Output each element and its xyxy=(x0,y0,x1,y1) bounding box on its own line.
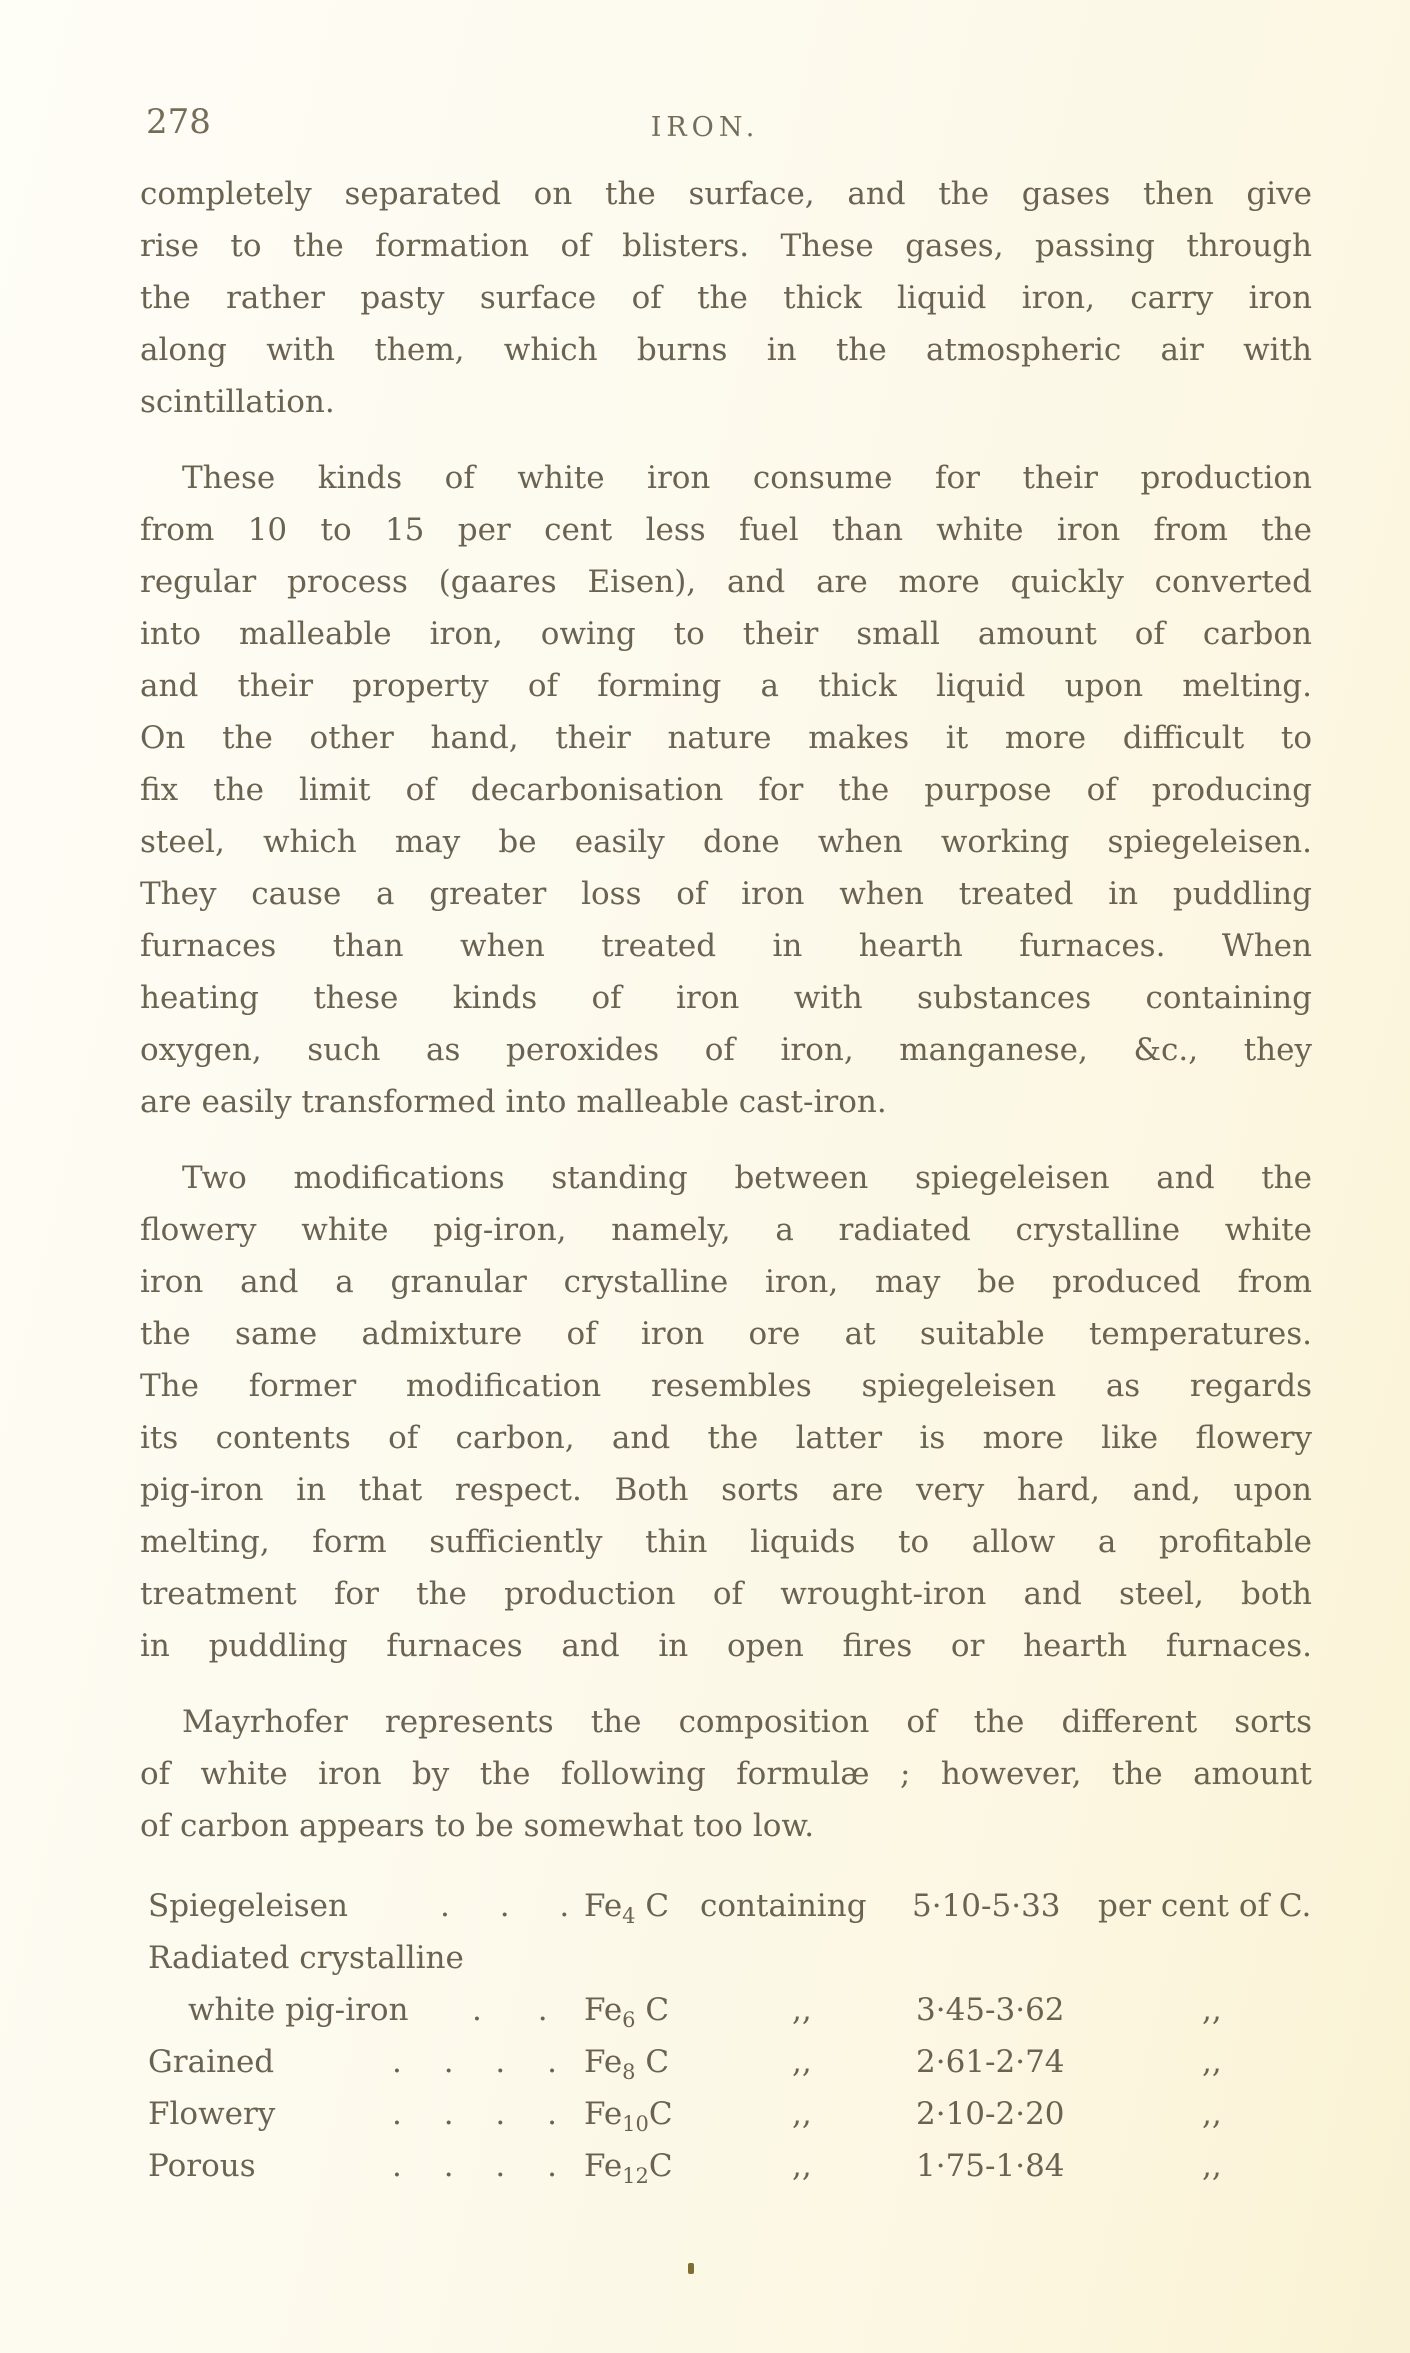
ditto-mark: ,, xyxy=(792,2044,812,2080)
row-label: white pig-iron xyxy=(188,1992,409,2028)
page-number: 278 xyxy=(146,102,211,142)
formula-base: Fe xyxy=(584,1888,623,1924)
text-line: iron and a granular crystalline iron, may be produced from xyxy=(140,1264,1312,1300)
text-line: in puddling furnaces and in open fires or hearth furnaces. xyxy=(140,1628,1312,1664)
text-line: The former modification resembles spiegeleisen as regards xyxy=(140,1368,1312,1404)
text-line: Two modifications standing between spiegeleisen and the xyxy=(182,1160,1312,1196)
text-line: scintillation. xyxy=(140,384,335,420)
table-row-grained xyxy=(140,2036,1340,2088)
formula-after: C xyxy=(635,1992,670,2028)
formula-base: Fe xyxy=(584,2044,623,2080)
text-line: oxygen, such as peroxides of iron, manganese, &c., they xyxy=(140,1032,1312,1068)
text-line: completely separated on the surface, and the gases then give xyxy=(140,176,1312,212)
leader-dots: . . xyxy=(472,1992,548,2028)
text-line: the rather pasty surface of the thick liquid iron, carry iron xyxy=(140,280,1312,316)
text-line: furnaces than when treated in hearth furnaces. When xyxy=(140,928,1312,964)
ditto-mark: ,, xyxy=(1202,2096,1222,2132)
carbon-range: 1·75-1·84 xyxy=(916,2148,1065,2184)
text-line: from 10 to 15 per cent less fuel than white iron from the xyxy=(140,512,1312,548)
text-line: steel, which may be easily done when working spiegeleisen. xyxy=(140,824,1312,860)
formula-after: C xyxy=(635,2044,670,2080)
paragraph-3 xyxy=(140,1152,1312,1672)
carbon-range: 5·10-5·33 xyxy=(912,1888,1061,1924)
carbon-range: 2·10-2·20 xyxy=(916,2096,1065,2132)
paragraph-2 xyxy=(140,452,1312,1128)
text-line: treatment for the production of wrought-iron and steel, both xyxy=(140,1576,1312,1612)
row-label: Grained xyxy=(148,2044,275,2080)
text-line: and their property of forming a thick liquid upon melting. xyxy=(140,668,1312,704)
leader-dots: . . . . xyxy=(392,2096,557,2132)
chemical-formula xyxy=(584,1984,669,2036)
formula-base: Fe xyxy=(584,1992,623,2028)
table-row-spiegeleisen xyxy=(140,1880,1340,1932)
table-row-porous xyxy=(140,2140,1340,2192)
text-line: are easily transformed into malleable cast-iron. xyxy=(140,1084,887,1120)
composition-table xyxy=(140,1880,1340,2192)
table-row-white-pig-iron xyxy=(140,1984,1340,2036)
ditto-mark: ,, xyxy=(1202,1992,1222,2028)
formula-subscript: 4 xyxy=(622,1904,636,1928)
ditto-mark: ,, xyxy=(792,1992,812,2028)
ditto-mark: ,, xyxy=(1202,2148,1222,2184)
text-line: flowery white pig-iron, namely, a radiated crystalline white xyxy=(140,1212,1312,1248)
body-text xyxy=(140,168,1312,1852)
chemical-formula xyxy=(584,1880,669,1932)
text-line: into malleable iron, owing to their small amount of carbon xyxy=(140,616,1312,652)
leader-dots: . . . . xyxy=(392,2148,557,2184)
formula-after: C xyxy=(648,2096,673,2132)
table-row-flowery xyxy=(140,2088,1340,2140)
leader-dots: . . . xyxy=(440,1888,570,1924)
formula-subscript: 12 xyxy=(622,2164,649,2188)
formula-subscript: 8 xyxy=(622,2060,636,2084)
chemical-formula xyxy=(584,2036,669,2088)
formula-after: C xyxy=(635,1888,670,1924)
ditto-mark: ,, xyxy=(1202,2044,1222,2080)
carbon-unit: per cent of C. xyxy=(1098,1888,1312,1924)
row-label: Flowery xyxy=(148,2096,276,2132)
text-line: These kinds of white iron consume for their production xyxy=(182,460,1312,496)
formula-base: Fe xyxy=(584,2148,623,2184)
text-line: along with them, which burns in the atmospheric air with xyxy=(140,332,1312,368)
table-row-radiated-crystalline xyxy=(140,1932,1340,1984)
text-line: They cause a greater loss of iron when treated in puddling xyxy=(140,876,1312,912)
row-label: Porous xyxy=(148,2148,256,2184)
formula-subscript: 10 xyxy=(622,2112,649,2136)
running-title: IRON. xyxy=(650,112,760,143)
ditto-mark: ,, xyxy=(792,2096,812,2132)
text-line: melting, form sufficiently thin liquids to allow a profitable xyxy=(140,1524,1312,1560)
formula-after: C xyxy=(648,2148,673,2184)
paragraph-1 xyxy=(140,168,1312,428)
formula-subscript: 6 xyxy=(622,2008,636,2032)
chemical-formula xyxy=(584,2140,673,2192)
text-line: regular process (gaares Eisen), and are more quickly converted xyxy=(140,564,1312,600)
leader-dots: . . . . xyxy=(392,2044,557,2080)
text-line: its contents of carbon, and the latter is more like flowery xyxy=(140,1420,1312,1456)
text-line: of white iron by the following formulæ ; however, the amount xyxy=(140,1756,1312,1792)
text-line: rise to the formation of blisters. These gases, passing through xyxy=(140,228,1312,264)
text-line: Mayrhofer represents the composition of the different sorts xyxy=(182,1704,1312,1740)
paragraph-4 xyxy=(140,1696,1312,1852)
carbon-range: 2·61-2·74 xyxy=(916,2044,1065,2080)
text-line: pig-iron in that respect. Both sorts are very hard, and, upon xyxy=(140,1472,1312,1508)
text-line: On the other hand, their nature makes it more difficult to xyxy=(140,720,1312,756)
row-label: Radiated crystalline xyxy=(148,1940,464,1976)
text-line: of carbon appears to be somewhat too low. xyxy=(140,1808,815,1844)
containing-label: containing xyxy=(700,1888,867,1924)
carbon-range: 3·45-3·62 xyxy=(916,1992,1065,2028)
chemical-formula xyxy=(584,2088,673,2140)
formula-base: Fe xyxy=(584,2096,623,2132)
text-line: the same admixture of iron ore at suitable temperatures. xyxy=(140,1316,1312,1352)
ink-speck xyxy=(688,2263,694,2274)
ditto-mark: ,, xyxy=(792,2148,812,2184)
row-label: Spiegeleisen xyxy=(148,1888,348,1924)
text-line: fix the limit of decarbonisation for the purpose of producing xyxy=(140,772,1312,808)
text-line: heating these kinds of iron with substances containing xyxy=(140,980,1312,1016)
